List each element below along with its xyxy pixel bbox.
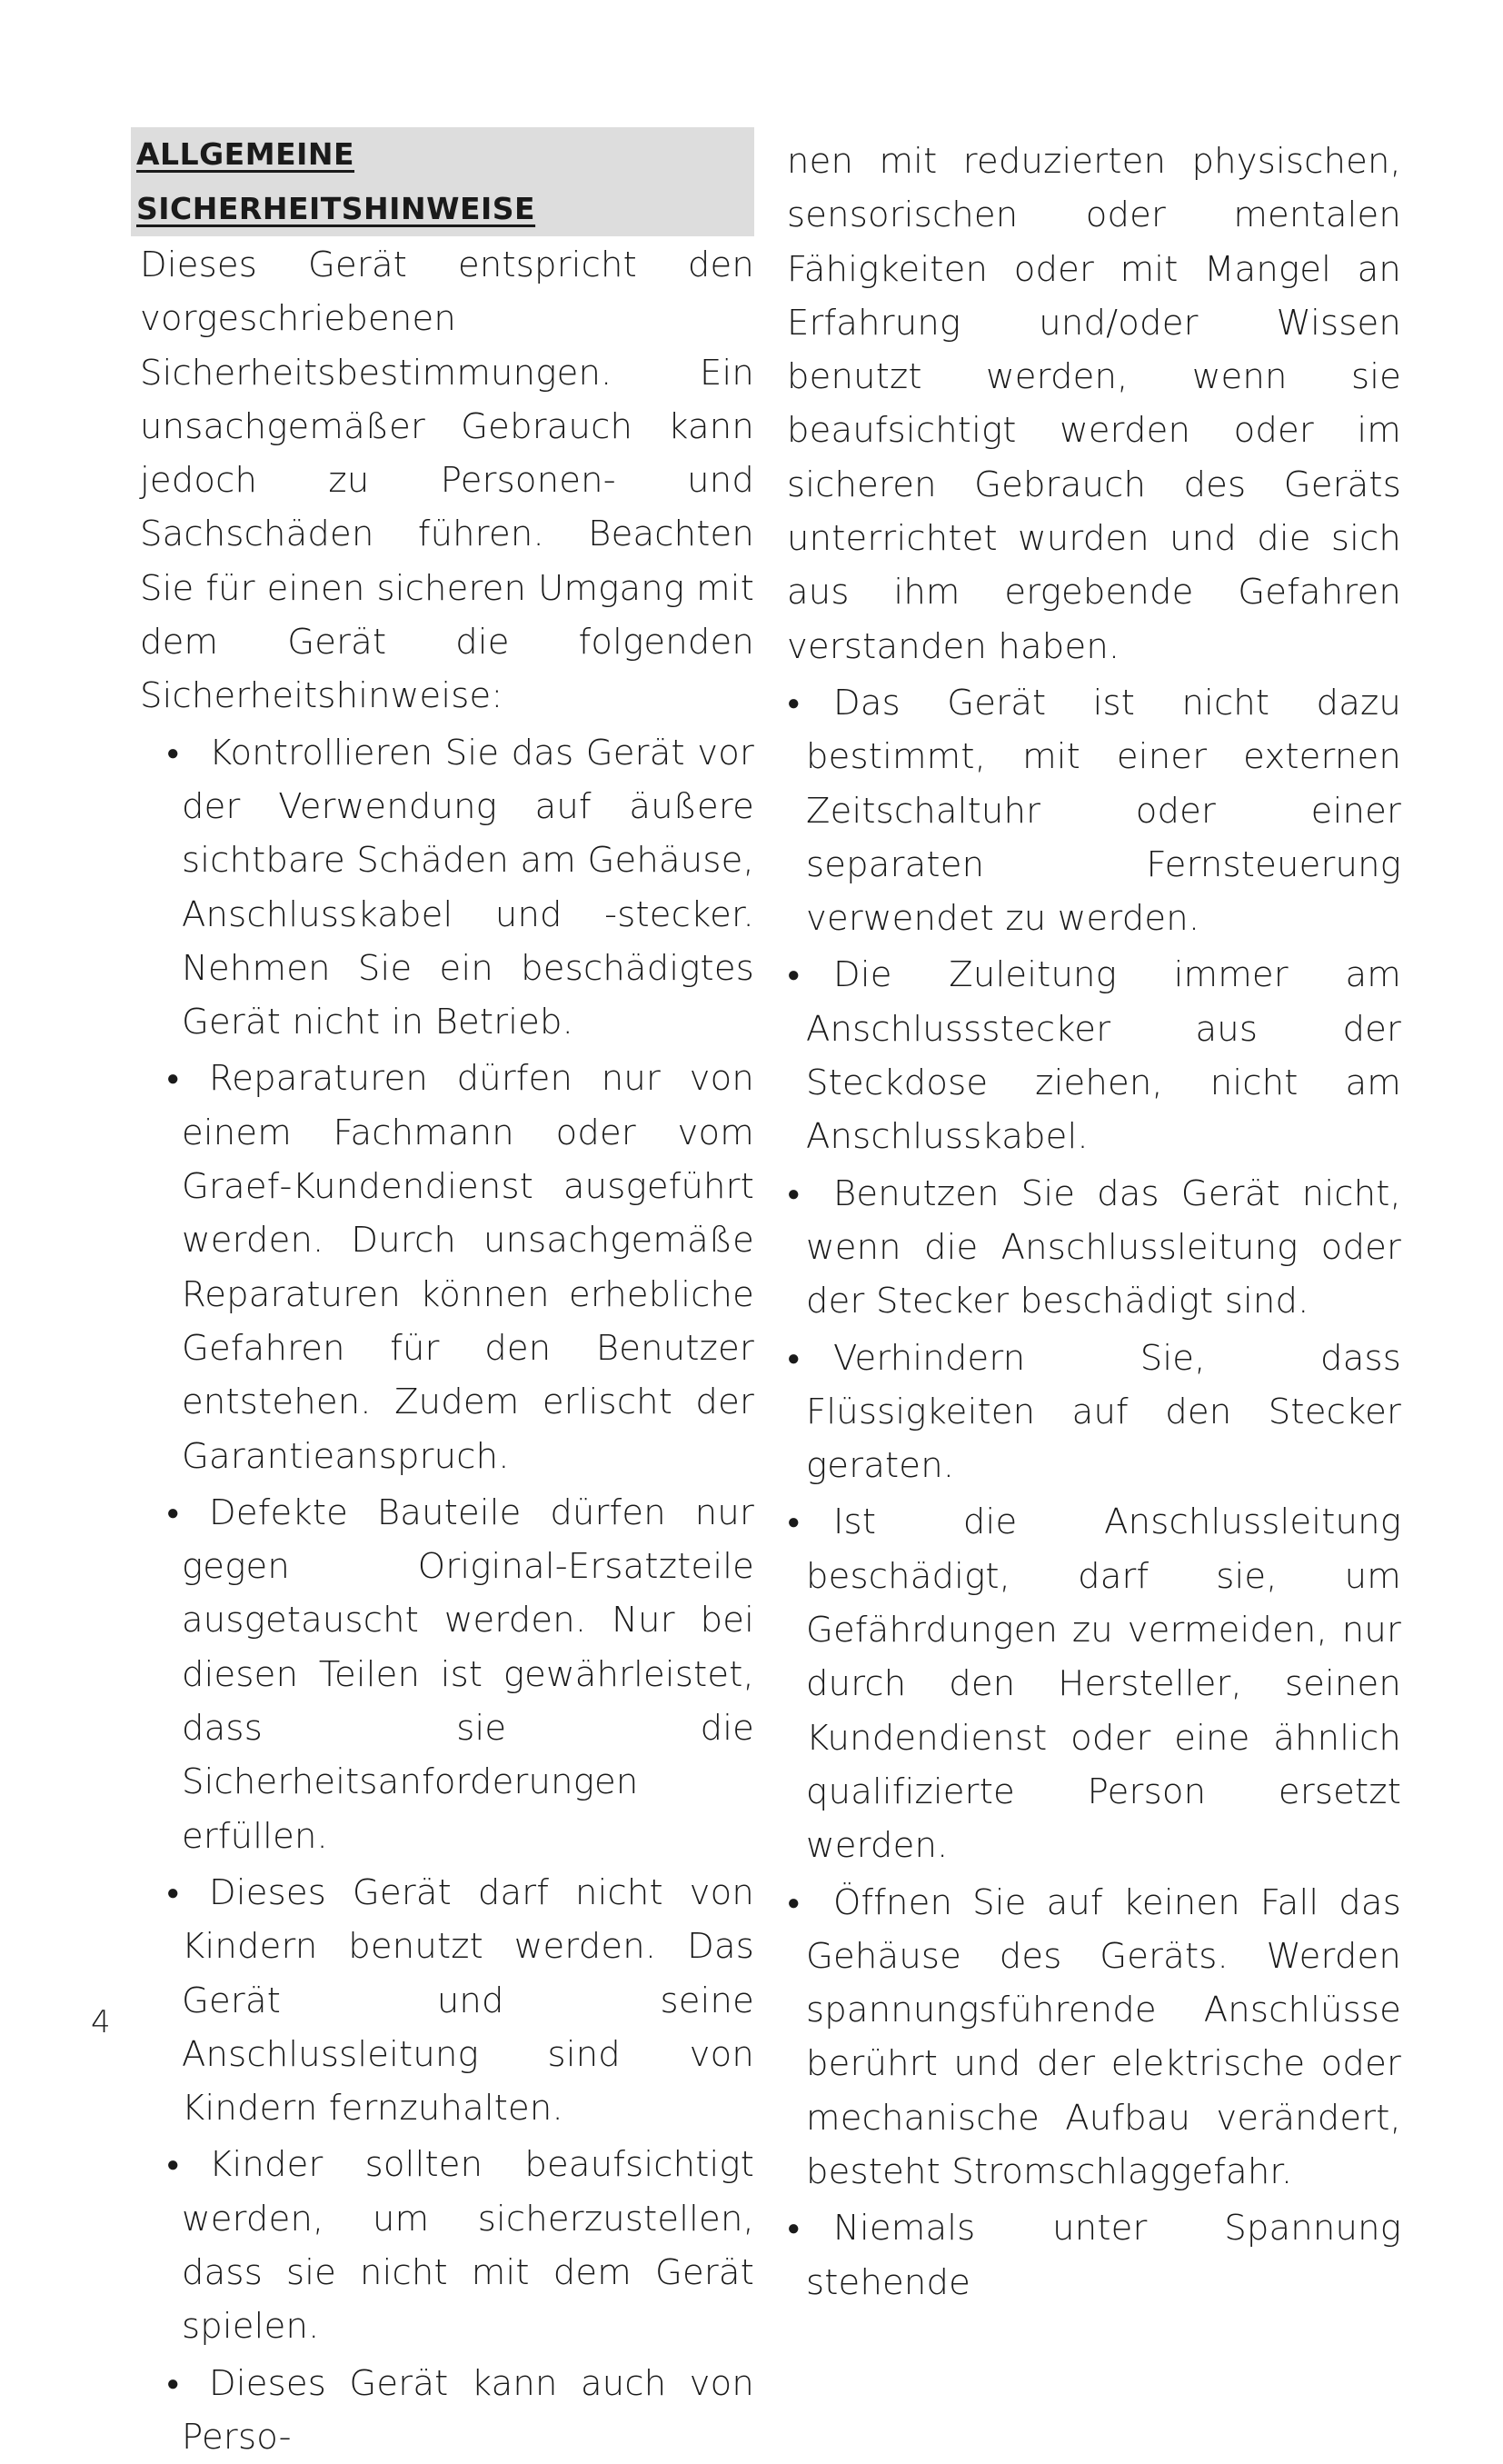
list-item: ● Niemals unter Spannung stehende xyxy=(787,2201,1401,2309)
right-bullet-list xyxy=(787,676,1401,2309)
right-column xyxy=(787,135,1401,2309)
bullet-icon: ● xyxy=(166,1879,180,1905)
page-number: 4 xyxy=(91,2004,111,2040)
list-item: ● Öffnen Sie auf keinen Fall das Gehäuse des Geräts. Werden spannungsführende Anschlüsse berührt und der elektrische oder mechanische Aufbau verändert, besteht Stromschlaggefahr. xyxy=(787,1876,1401,2200)
list-item: ● Ist die Anschlussleitung beschädigt, darf sie, um Gefährdungen zu vermeiden, nur durch den Hersteller, seinen Kundendienst oder eine ähnlich qualifizierte Person ersetzt werden. xyxy=(787,1495,1401,1872)
section-heading: ALLGEMEINE SICHERHEITSHINWEISE xyxy=(131,127,754,236)
bullet-icon: ● xyxy=(166,1499,180,1525)
list-item: ● Dieses Gerät kann auch von Perso- xyxy=(140,2357,754,2464)
bullet-icon: ● xyxy=(787,1344,801,1371)
left-column xyxy=(136,127,754,2464)
bullet-icon: ● xyxy=(787,2215,801,2241)
bullet-icon: ● xyxy=(787,689,801,715)
intro-paragraph: Dieses Gerät entspricht den vorgeschriebenen Sicherheitsbestimmungen. Ein unsachgemäßer Gebrauch kann jedoch zu Personen- und Sachschäden führen. Beachten Sie für einen sicheren Umgang mit dem Gerät die folgenden Sicherheitshinweise: xyxy=(140,244,754,717)
list-item: ● Benutzen Sie das Gerät nicht, wenn die Anschlussleitung oder der Stecker beschädigt sind. xyxy=(787,1167,1401,1329)
list-item: ● Die Zuleitung immer am Anschlussstecker aus der Steckdose ziehen, nicht am Anschlusskabel. xyxy=(787,948,1401,1163)
bullet-icon: ● xyxy=(787,962,801,988)
bullet-icon: ● xyxy=(166,739,180,765)
list-item: ● Defekte Bauteile dürfen nur gegen Original-Ersatzteile ausgetauscht werden. Nur bei diesen Teilen ist gewährleistet, dass sie die Sicherheitsanforderungen erfüllen. xyxy=(140,1486,754,1863)
list-item: ● Verhindern Sie, dass Flüssigkeiten auf den Stecker geraten. xyxy=(787,1332,1401,1493)
list-item: ● Reparaturen dürfen nur von einem Fachmann oder vom Graef-Kundendienst ausgeführt werden. Durch unsachgemäße Reparaturen können erhebliche Gefahren für den Benutzer entstehen. Zudem erlischt der Garantieanspruch. xyxy=(140,1052,754,1482)
bullet-icon: ● xyxy=(787,1180,801,1206)
list-item: ● Das Gerät ist nicht dazu bestimmt, mit einer externen Zeitschaltuhr oder einer separaten Fernsteuerung verwendet zu werden. xyxy=(787,676,1401,945)
bullet-icon: ● xyxy=(166,1065,180,1092)
continued-paragraph: nen mit reduzierten physischen, sensorischen oder mentalen Fähigkeiten oder mit Mangel an Erfahrung und/oder Wissen benutzt werden, wenn sie beaufsichtigt werden oder im sicheren Gebrauch des Geräts unterrichtet wurden und die sich aus ihm ergebende Gefahren verstanden haben. xyxy=(787,141,1401,667)
list-item: ● Kinder sollten beaufsichtigt werden, um sicherzustellen, dass sie nicht mit dem Gerät spielen. xyxy=(140,2138,754,2353)
bullet-icon: ● xyxy=(166,2369,180,2396)
bullet-icon: ● xyxy=(787,1509,801,1535)
bullet-icon: ● xyxy=(166,2151,180,2178)
list-item: ● Kontrollieren Sie das Gerät vor der Verwendung auf äußere sichtbare Schäden am Gehäuse, Anschlusskabel und -stecker. Nehmen Sie ein beschädigtes Gerät nicht in Betrieb. xyxy=(140,726,754,1050)
left-bullet-list xyxy=(140,726,754,2464)
bullet-icon: ● xyxy=(787,1889,801,1915)
list-item: ● Dieses Gerät darf nicht von Kindern benutzt werden. Das Gerät und seine Anschlussleitung sind von Kindern fernzuhalten. xyxy=(140,1866,754,2135)
